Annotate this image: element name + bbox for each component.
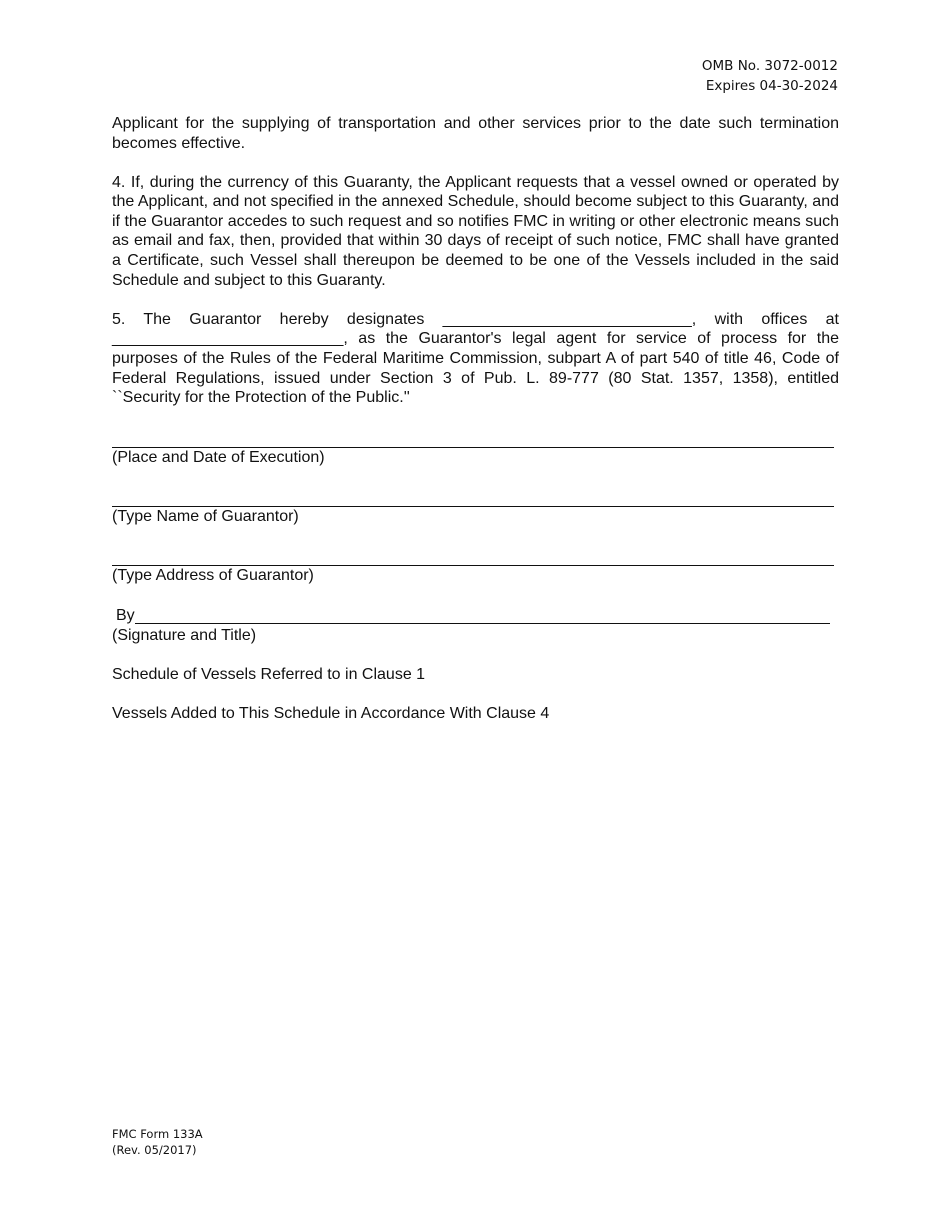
omb-number: OMB No. 3072-0012 bbox=[701, 58, 838, 74]
signature-title-label: (Signature and Title) bbox=[112, 627, 257, 644]
schedule-clause-4: Vessels Added to This Schedule in Accordance With Clause 4 bbox=[112, 705, 550, 722]
guarantor-address-label: (Type Address of Guarantor) bbox=[112, 567, 314, 584]
signature-rule bbox=[135, 606, 830, 624]
signature-line bbox=[112, 606, 830, 626]
form-revision: (Rev. 05/2017) bbox=[112, 1142, 197, 1157]
paragraph-clause-4: 4. If, during the currency of this Guaranty, the Applicant requests that a vessel owned or operated by the Applicant, and not specified in the annexed Schedule, should become subject to this Guaranty, and if the Guarantor accedes to such request and so notifies FMC in writing or other electronic means such as email and fax, then, provided that within 30 days of receipt of such notice, FMC shall have granted a Certificate, such Vessel shall thereupon be deemed to be one of the Vessels included in the said Schedule and subject to this Guaranty. bbox=[112, 173, 839, 289]
signature-block bbox=[112, 606, 834, 646]
guarantor-name-label: (Type Name of Guarantor) bbox=[112, 508, 299, 525]
guarantor-name-block bbox=[112, 488, 834, 527]
guarantor-name-line bbox=[112, 488, 834, 507]
place-date-line bbox=[112, 429, 834, 448]
paragraph-clause-5: 5. The Guarantor hereby designates ____________________________, with offices at __________________________, as the Guarantor's legal agent for service of process for the purposes of the Rules of the Federal Maritime Commission, subpart A of part 540 of title 46, Code of Federal Regulations, issued under Section 3 of Pub. L. 89-777 (80 Stat. 1357, 1358), entitled ``Security for the Protection of the Public.'' bbox=[112, 310, 839, 407]
form-footer bbox=[112, 1127, 203, 1158]
paragraph-termination: Applicant for the supplying of transportation and other services prior to the date such termination becomes effective. bbox=[112, 115, 839, 152]
by-label: By bbox=[116, 607, 135, 625]
guarantor-address-block bbox=[112, 547, 834, 586]
place-date-block bbox=[112, 429, 834, 468]
place-date-label: (Place and Date of Execution) bbox=[112, 449, 325, 466]
guarantor-address-line bbox=[112, 547, 834, 566]
expiration-date: Expires 04-30-2024 bbox=[705, 78, 838, 94]
guaranty-text bbox=[112, 114, 839, 427]
schedule-clause-1: Schedule of Vessels Referred to in Clause 1 bbox=[112, 666, 426, 683]
omb-header bbox=[702, 56, 838, 96]
form-number: FMC Form 133A bbox=[112, 1127, 203, 1141]
